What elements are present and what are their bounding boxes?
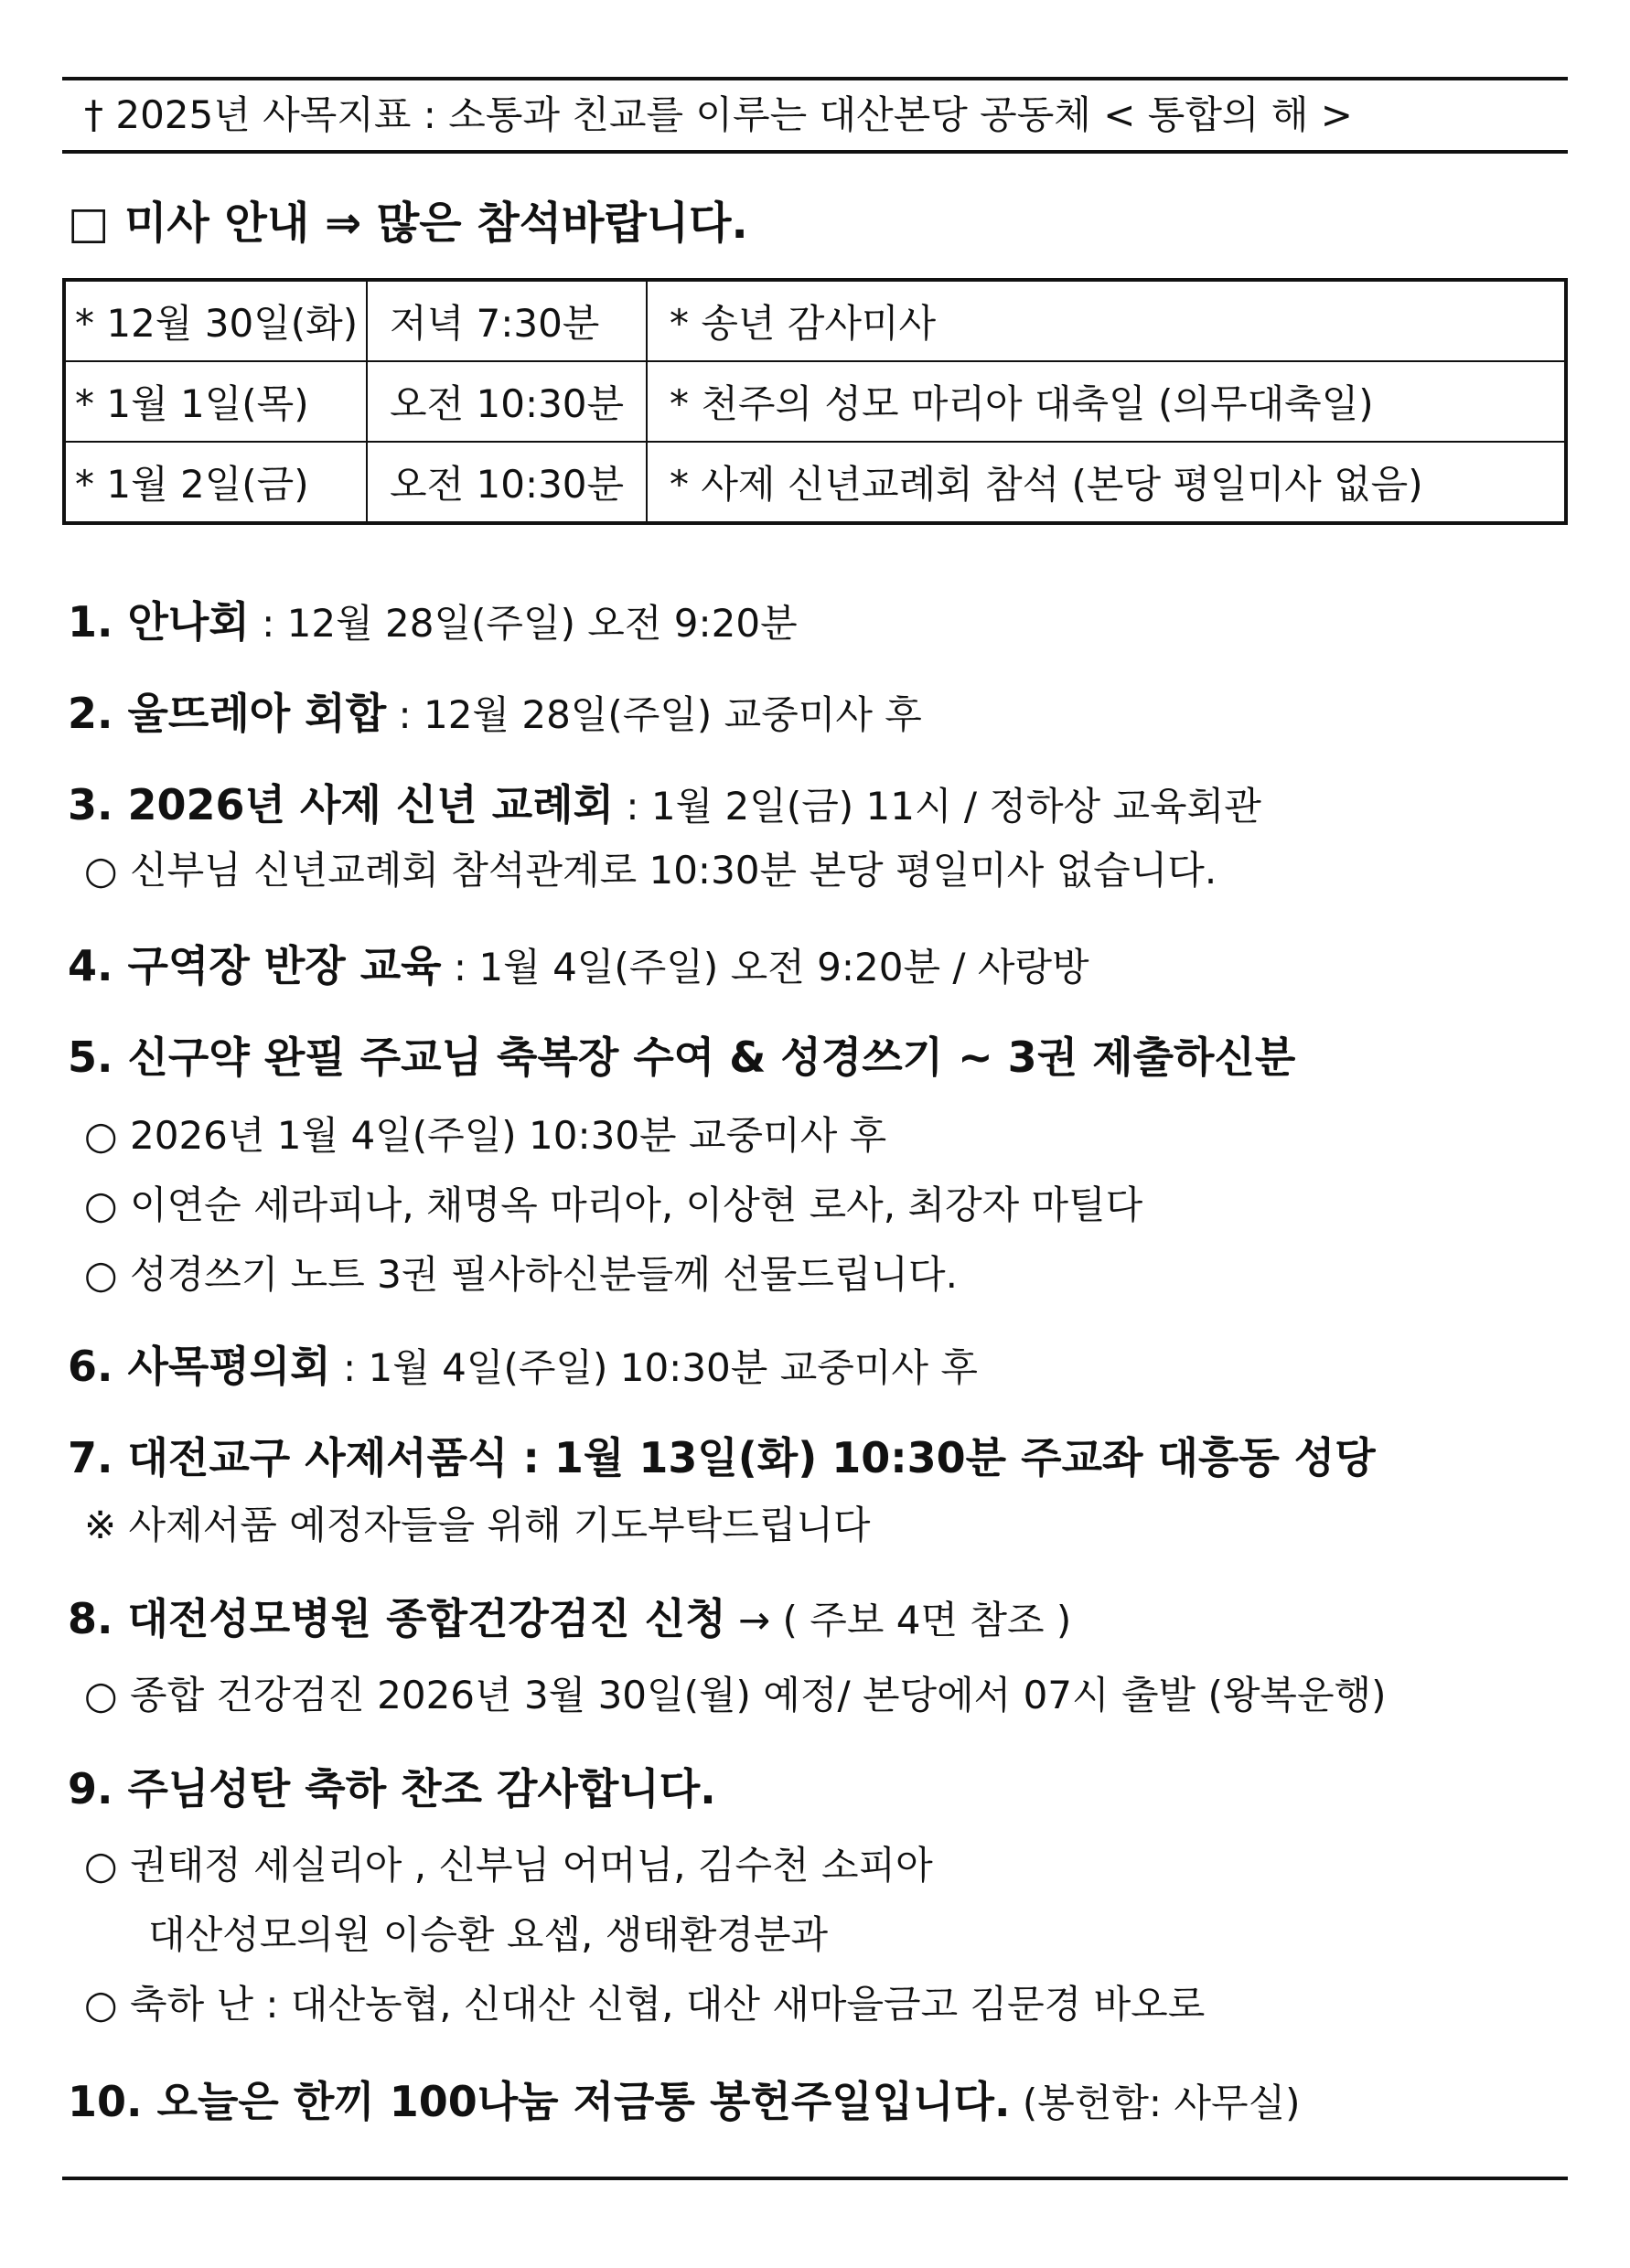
- top-rule: [62, 77, 1568, 80]
- notice-item-7: [68, 1428, 1376, 1497]
- mass-date: * 1월 1일(목): [64, 361, 367, 442]
- notice-heading: 5. 신구약 완필 주교님 축복장 수여 & 성경쓰기 ~ 3권 제출하신분: [68, 1032, 1296, 1082]
- mass-description: * 송년 감사미사: [647, 280, 1566, 361]
- pastoral-goal-header: † 2025년 사목지표 : 소통과 친교를 이루는 대산본당 공동체 < 통합의 해 >: [84, 92, 1353, 137]
- mass-date: * 12월 30일(화): [64, 280, 367, 361]
- notice-heading: 6. 사목평의회: [68, 1342, 331, 1391]
- table-row: [64, 361, 1566, 442]
- notice-detail: (봉헌함: 사무실): [1010, 2081, 1301, 2125]
- mass-description: * 천주의 성모 마리아 대축일 (의무대축일): [647, 361, 1566, 442]
- bottom-rule: [62, 2177, 1568, 2180]
- notice-item-1: [68, 593, 798, 661]
- notice-item-4: [68, 936, 1089, 1005]
- notice-heading: 7. 대전교구 사제서품식 : 1월 13일(화) 10:30분 주교좌 대흥동 성당: [68, 1433, 1376, 1482]
- notice-heading: 2. 울뜨레아 회합: [68, 689, 387, 738]
- mass-schedule-table: [62, 278, 1568, 525]
- notice-heading: 3. 2026년 사제 신년 교례회: [68, 780, 615, 829]
- notice-sub-8: ○ 종합 건강검진 2026년 3월 30일(월) 예정/ 본당에서 07시 출발 (왕복운행): [84, 1673, 1387, 1717]
- notice-heading: 9. 주님성탄 축하 찬조 감사합니다.: [68, 1764, 716, 1813]
- table-row: [64, 280, 1566, 361]
- table-row: [64, 442, 1566, 523]
- notice-sub-5a: ○ 2026년 1월 4일(주일) 10:30분 교중미사 후: [84, 1113, 887, 1158]
- notice-heading: 4. 구역장 반장 교육: [68, 941, 442, 990]
- header-rule: [62, 150, 1568, 154]
- notice-sub-7: ※ 사제서품 예정자들을 위해 기도부탁드립니다: [84, 1503, 871, 1547]
- notice-sub-5b: ○ 이연순 세라피나, 채명옥 마리아, 이상현 로사, 최강자 마틸다: [84, 1182, 1143, 1227]
- notice-detail: : 12월 28일(주일) 교중미사 후: [386, 692, 922, 737]
- mass-time: 저녁 7:30분: [367, 280, 647, 361]
- notice-detail: : 1월 4일(주일) 10:30분 교중미사 후: [330, 1345, 978, 1390]
- notice-item-2: [68, 684, 922, 753]
- notice-heading: 10. 오늘은 한끼 100나눔 저금통 봉헌주일입니다.: [68, 2077, 1011, 2126]
- notice-item-5: [68, 1028, 1295, 1097]
- notice-item-3: [68, 776, 1261, 844]
- notice-heading: 8. 대전성모병원 종합건강검진 신청: [68, 1594, 726, 1643]
- mass-time: 오전 10:30분: [367, 361, 647, 442]
- notice-sub-9c: ○ 축하 난 : 대산농협, 신대산 신협, 대산 새마을금고 김문경 바오로: [84, 1982, 1206, 2027]
- notice-sub-5c: ○ 성경쓰기 노트 3권 필사하신분들께 선물드립니다.: [84, 1252, 958, 1297]
- notice-item-8: [68, 1589, 1071, 1658]
- mass-date: * 1월 2일(금): [64, 442, 367, 523]
- notice-sub-3: ○ 신부님 신년교례회 참석관계로 10:30분 본당 평일미사 없습니다.: [84, 848, 1217, 893]
- mass-guide-title: □ 미사 안내 ⇒ 많은 참석바랍니다.: [68, 198, 748, 249]
- notice-detail: : 1월 4일(주일) 오전 9:20분 / 사랑방: [441, 945, 1089, 990]
- mass-time: 오전 10:30분: [367, 442, 647, 523]
- notice-detail: : 12월 28일(주일) 오전 9:20분: [249, 601, 798, 646]
- notice-detail: → ( 주보 4면 참조 ): [725, 1598, 1072, 1642]
- mass-description: * 사제 신년교례회 참석 (본당 평일미사 없음): [647, 442, 1566, 523]
- notice-item-6: [68, 1337, 978, 1406]
- notice-sub-9a: ○ 권태정 세실리아 , 신부님 어머님, 김수천 소피아: [84, 1843, 933, 1888]
- notice-heading: 1. 안나회: [68, 597, 250, 647]
- notice-item-9: [68, 1760, 716, 1828]
- notice-detail: : 1월 2일(금) 11시 / 정하상 교육회관: [614, 784, 1261, 829]
- notice-sub-9b: 대산성모의원 이승환 요셉, 생태환경분과: [148, 1912, 829, 1957]
- notice-item-10: [68, 2072, 1301, 2141]
